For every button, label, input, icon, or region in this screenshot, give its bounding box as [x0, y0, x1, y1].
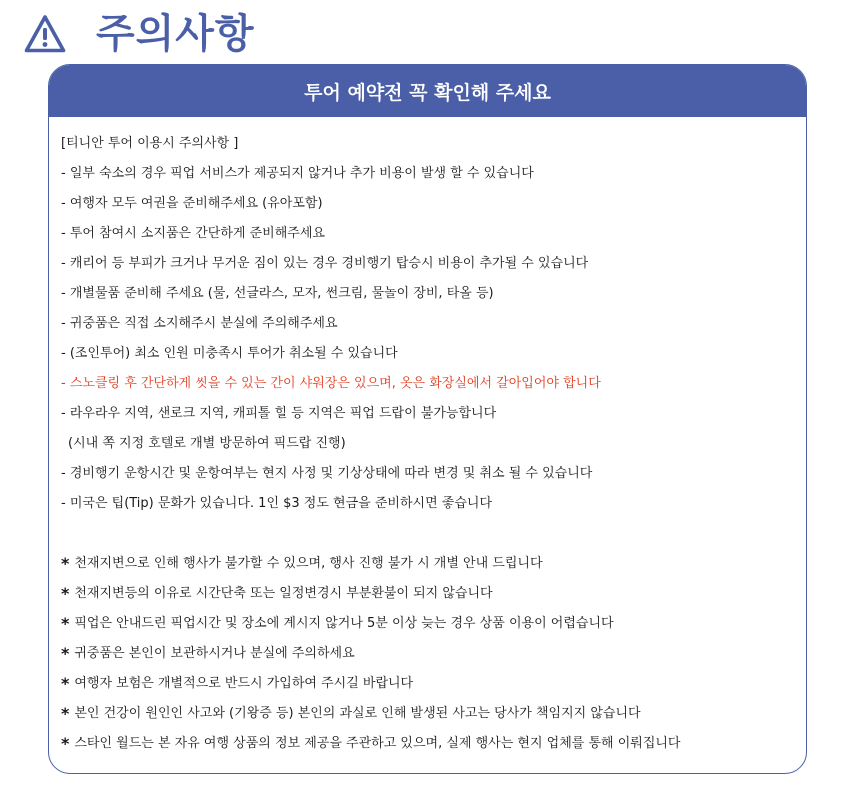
asterisk-icon: *	[61, 554, 70, 573]
star-notice-text: 천재지변등의 이유로 시간단축 또는 일정변경시 부분환불이 되지 않습니다	[74, 586, 493, 601]
notice-panel	[48, 64, 807, 774]
star-notice-text: 귀중품은 본인이 보관하시거나 분실에 주의하세요	[74, 646, 355, 661]
notice-item: - 미국은 팁(Tip) 문화가 있습니다. 1인 $3 정도 현금을 준비하시면 좋습니다	[61, 496, 493, 511]
star-notice-text: 픽업은 안내드린 픽업시간 및 장소에 계시지 않거나 5분 이상 늦는 경우 상품 이용이 어렵습니다	[74, 616, 614, 631]
star-notice-item	[61, 729, 806, 759]
notice-item: - 투어 참여시 소지품은 간단하게 준비해주세요	[61, 226, 325, 241]
warning-triangle-icon	[24, 14, 66, 54]
spacer	[61, 519, 806, 549]
asterisk-icon: *	[61, 704, 70, 723]
notice-item: - (조인투어) 최소 인원 미충족시 투어가 취소될 수 있습니다	[61, 346, 398, 361]
star-notice-item	[61, 579, 806, 609]
star-notice-text: 천재지변으로 인해 행사가 불가할 수 있으며, 행사 진행 불가 시 개별 안내 드립니다	[74, 556, 543, 571]
notice-item: - 일부 숙소의 경우 픽업 서비스가 제공되지 않거나 추가 비용이 발생 할 수 있습니다	[61, 166, 534, 181]
notice-item: - 라우라우 지역, 샌로크 지역, 캐피톨 힐 등 지역은 픽업 드랍이 불가능합니다	[61, 406, 497, 421]
notice-item: - 경비행기 운항시간 및 운항여부는 현지 사정 및 기상상태에 따라 변경 및 취소 될 수 있습니다	[61, 466, 593, 481]
star-notice-item	[61, 639, 806, 669]
star-notice-text: 여행자 보험은 개별적으로 반드시 가입하여 주시길 바랍니다	[74, 676, 414, 691]
notice-item: - 여행자 모두 여권을 준비해주세요 (유아포함)	[61, 196, 323, 211]
star-notice-item	[61, 549, 806, 579]
section-title: [티니안 투어 이용시 주의사항 ]	[61, 136, 239, 151]
star-notice-item	[61, 609, 806, 639]
star-notice-item	[61, 669, 806, 699]
star-notice-text: 본인 건강이 원인인 사고와 (기왕증 등) 본인의 과실로 인해 발생된 사고는 당사가 책임지지 않습니다	[74, 706, 641, 721]
page-title: 주의사항	[96, 11, 255, 57]
notice-item-sub: (시내 쪽 지정 호텔로 개별 방문하여 픽드랍 진행)	[68, 436, 346, 451]
asterisk-icon: *	[61, 674, 70, 693]
notice-list	[49, 117, 806, 759]
notice-item: - 개별물품 준비해 주세요 (물, 선글라스, 모자, 썬크림, 물놀이 장비, 타올 등)	[61, 286, 494, 301]
highlight-notice-item: - 스노클링 후 간단하게 씻을 수 있는 간이 샤워장은 있으며, 옷은 화장실에서 갈아입어야 합니다	[61, 376, 601, 391]
asterisk-icon: *	[61, 584, 70, 603]
asterisk-icon: *	[61, 644, 70, 663]
star-notice-item	[61, 699, 806, 729]
notice-item: - 캐리어 등 부피가 크거나 무거운 짐이 있는 경우 경비행기 탑승시 비용이 추가될 수 있습니다	[61, 256, 589, 271]
asterisk-icon: *	[61, 614, 70, 633]
notice-item: - 귀중품은 직접 소지해주시 분실에 주의해주세요	[61, 316, 338, 331]
asterisk-icon: *	[61, 734, 70, 753]
panel-header: 투어 예약전 꼭 확인해 주세요	[49, 65, 806, 117]
star-notice-text: 스타인 월드는 본 자유 여행 상품의 정보 제공을 주관하고 있으며, 실제 행사는 현지 업체를 통해 이뤄집니다	[74, 736, 681, 751]
notice-heading	[24, 8, 255, 60]
